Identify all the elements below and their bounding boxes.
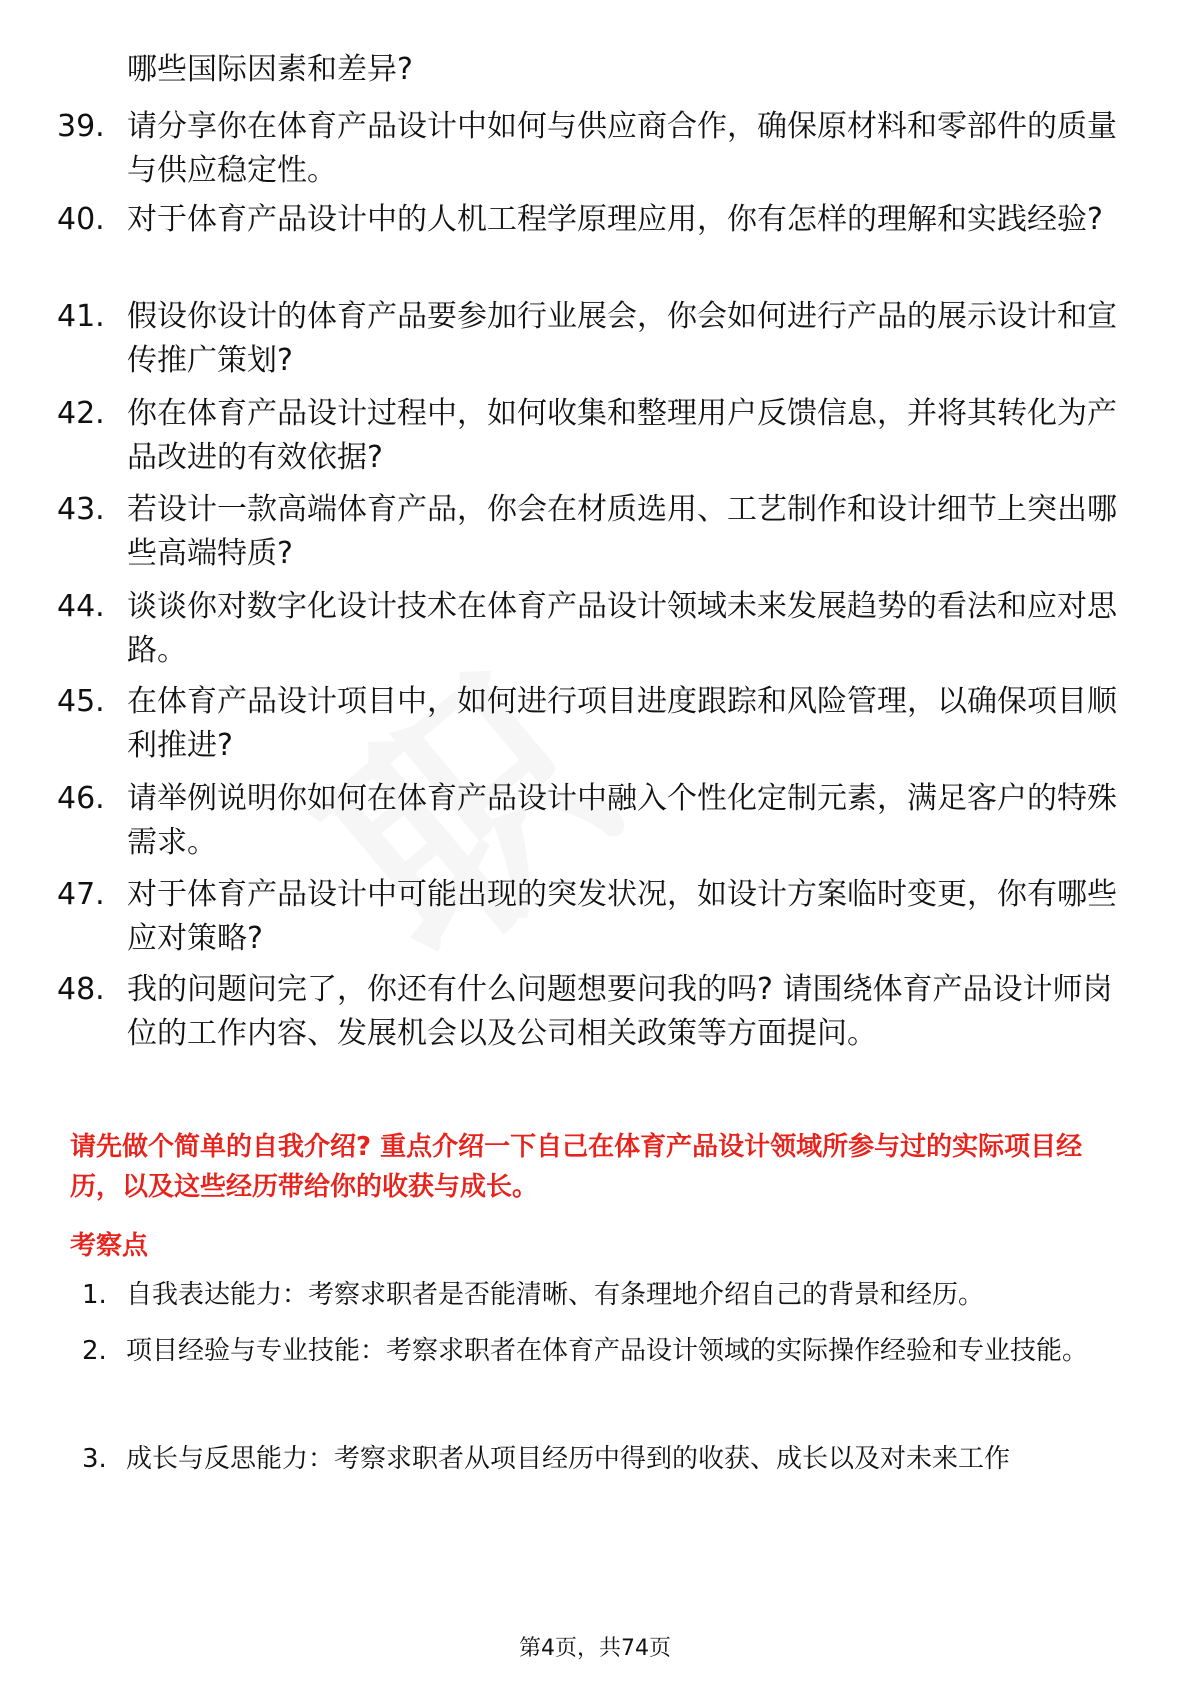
assessment-point: [82, 1324, 1122, 1379]
question-text: 对于体育产品设计中的人机工程学原理应用，你有怎样的理解和实践经验?: [127, 202, 1103, 237]
point-text: 成长与反思能力：考察求职者从项目经历中得到的收获、成长以及对未来工作: [126, 1444, 1011, 1474]
question-item: [57, 295, 1117, 383]
question-number: 44.: [57, 589, 105, 624]
question-item: [57, 488, 1117, 576]
assessment-point: [82, 1432, 1122, 1487]
question-number: 48.: [57, 972, 105, 1007]
question-number: 43.: [57, 492, 105, 527]
question-item: [57, 680, 1117, 768]
question-number: 46.: [57, 781, 105, 816]
question-item: [57, 48, 1117, 92]
question-text: 你在体育产品设计过程中，如何收集和整理用户反馈信息，并将其转化为产品改进的有效依据?: [127, 396, 1117, 475]
question-text: 在体育产品设计项目中，如何进行项目进度跟踪和风险管理，以确保项目顺利推进?: [127, 684, 1117, 763]
question-item: [57, 777, 1117, 865]
question-text: 我的问题问完了，你还有什么问题想要问我的吗? 请围绕体育产品设计师岗位的工作内容、发展机会以及公司相关政策等方面提问。: [127, 972, 1113, 1051]
question-item: [57, 873, 1117, 961]
featured-question: 请先做个简单的自我介绍? 重点介绍一下自己在体育产品设计领域所参与过的实际项目经历，以及这些经历带给你的收获与成长。: [70, 1132, 1083, 1202]
page-footer: 第4页，共74页: [519, 1636, 671, 1661]
question-item: [57, 105, 1117, 193]
question-text: 请举例说明你如何在体育产品设计中融入个性化定制元素，满足客户的特殊需求。: [127, 781, 1117, 860]
question-number: 40.: [57, 202, 105, 237]
question-text: 若设计一款高端体育产品，你会在材质选用、工艺制作和设计细节上突出哪些高端特质?: [127, 492, 1117, 571]
question-number: 39.: [57, 109, 105, 144]
point-text: 自我表达能力：考察求职者是否能清晰、有条理地介绍自己的背景和经历。: [126, 1280, 985, 1310]
question-number: 42.: [57, 396, 105, 431]
point-text: 项目经验与专业技能：考察求职者在体育产品设计领域的实际操作经验和专业技能。: [126, 1336, 1089, 1366]
question-number: 47.: [57, 877, 105, 912]
question-text: 谈谈你对数字化设计技术在体育产品设计领域未来发展趋势的看法和应对思路。: [127, 589, 1117, 668]
question-text: 哪些国际因素和差异?: [127, 52, 413, 87]
point-number: 3.: [82, 1444, 107, 1474]
question-number: 45.: [57, 684, 105, 719]
question-item: [57, 198, 1117, 242]
question-number: 41.: [57, 299, 105, 334]
point-number: 1.: [82, 1280, 107, 1310]
question-item: [57, 968, 1117, 1056]
question-item: [57, 392, 1117, 480]
question-text: 假设你设计的体育产品要参加行业展会，你会如何进行产品的展示设计和宣传推广策划?: [127, 299, 1117, 378]
question-text: 请分享你在体育产品设计中如何与供应商合作，确保原材料和零部件的质量与供应稳定性。: [127, 109, 1117, 188]
question-text: 对于体育产品设计中可能出现的突发状况，如设计方案临时变更，你有哪些应对策略?: [127, 877, 1117, 956]
section-heading: 考察点: [70, 1231, 149, 1261]
point-number: 2.: [82, 1336, 107, 1366]
assessment-point: [82, 1268, 1122, 1323]
question-item: [57, 585, 1117, 673]
